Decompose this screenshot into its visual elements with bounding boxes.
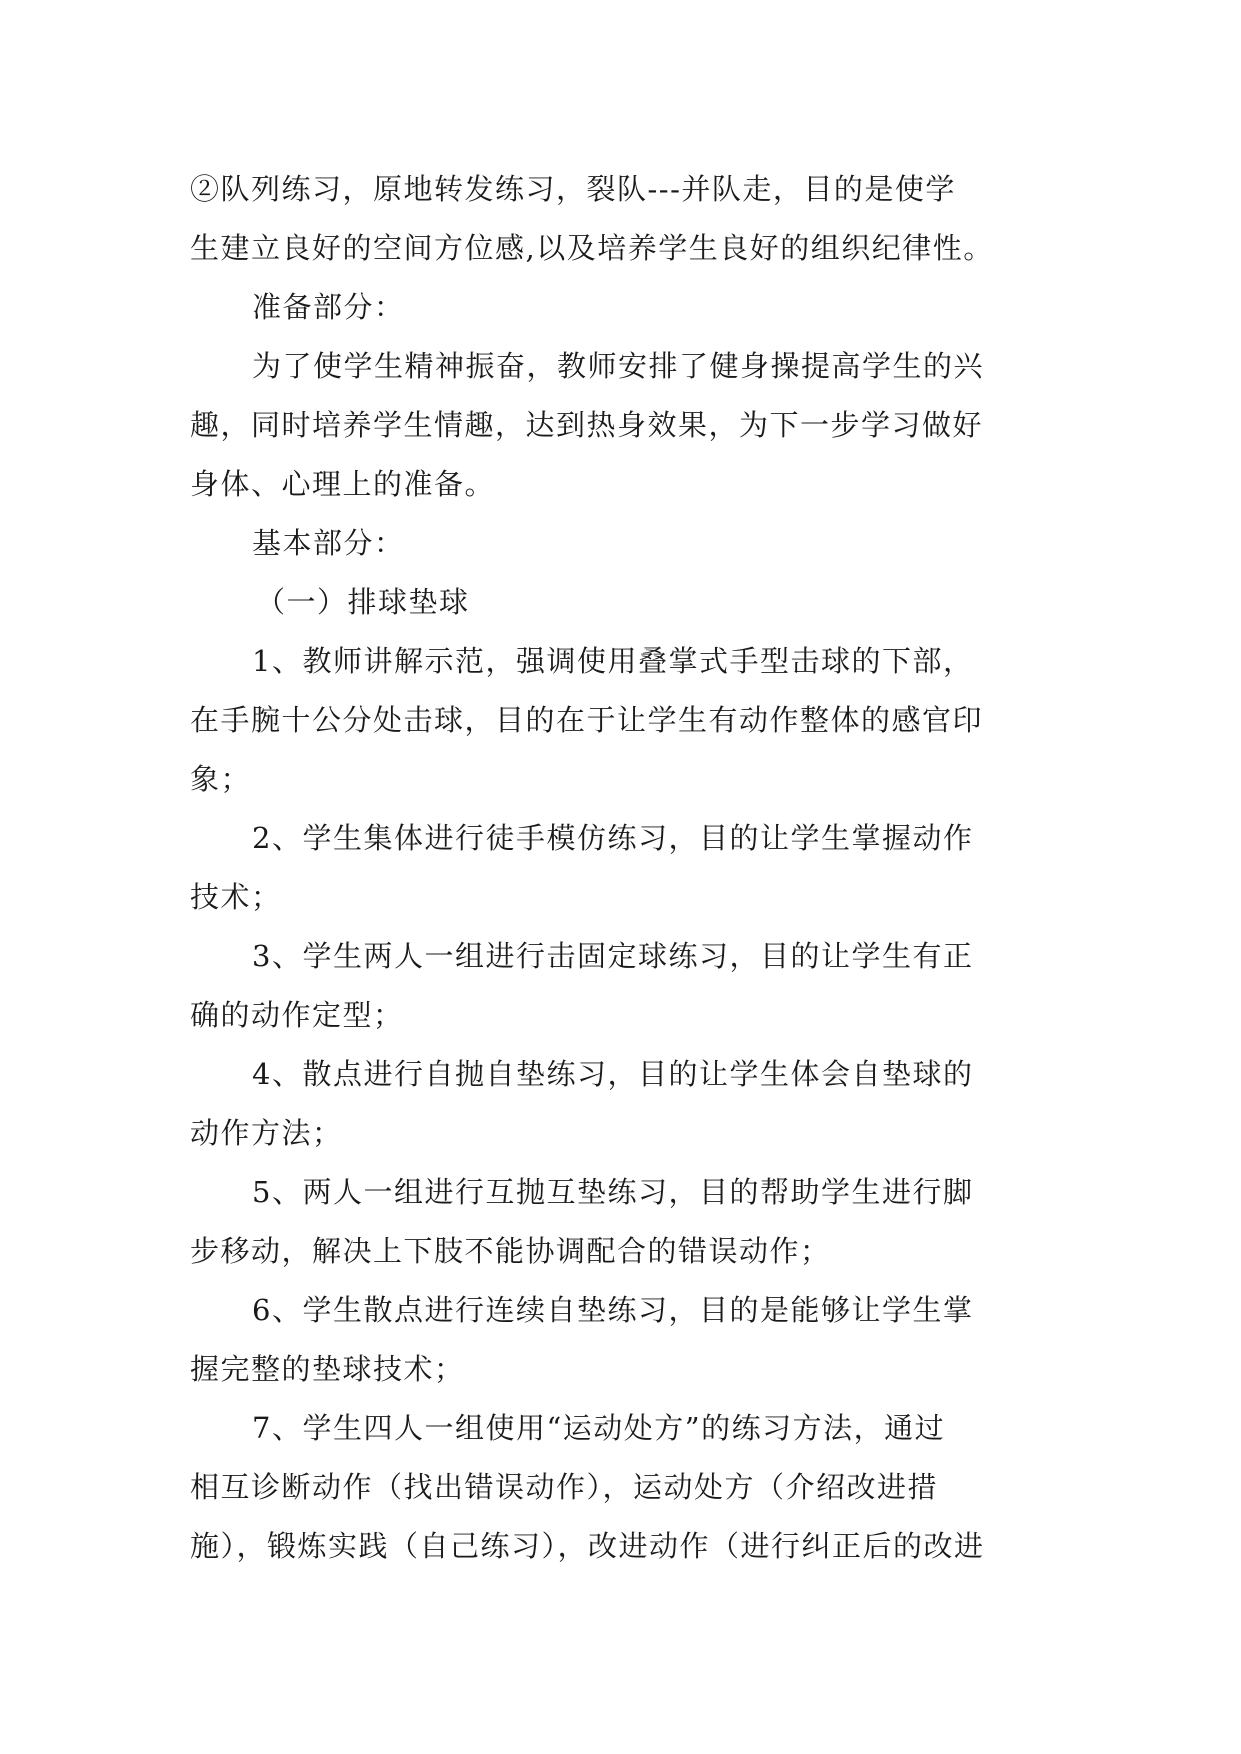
body-text [190, 160, 1050, 1576]
text-line: 为了使学生精神振奋，教师安排了健身操提高学生的兴 [252, 349, 985, 383]
text-line: 在手腕十公分处击球，目的在于让学生有动作整体的感官印 [190, 703, 984, 737]
list-item-7: 7、学生四人一组使用“运动处方”的练习方法，通过 [252, 1411, 946, 1445]
section-heading-basic: 基本部分： [252, 526, 405, 560]
list-item-6: 6、学生散点进行连续自垫练习，目的是能够让学生掌 [252, 1293, 974, 1327]
text-line: 象； [190, 762, 252, 796]
text-line: ②队列练习，原地转发练习，裂队---并队走，目的是使学 [190, 172, 956, 206]
text-line: 趣，同时培养学生情趣，达到热身效果，为下一步学习做好 [190, 408, 984, 442]
text-line: 确的动作定型； [190, 998, 404, 1032]
text-line: 生建立良好的空间方位感,以及培养学生良好的组织纪律性。 [190, 231, 994, 265]
section-heading-preparation: 准备部分： [252, 290, 405, 324]
list-item-3: 3、学生两人一组进行击固定球练习，目的让学生有正 [252, 939, 974, 973]
list-item-2: 2、学生集体进行徒手模仿练习，目的让学生掌握动作 [252, 821, 974, 855]
text-line: 施），锻炼实践（自己练习），改进动作（进行纠正后的改进 [190, 1529, 985, 1563]
text-line: 动作方法； [190, 1116, 343, 1150]
subsection-heading-volleyball: （一）排球垫球 [256, 585, 470, 619]
text-line: 相互诊断动作（找出错误动作），运动处方（介绍改进措 [190, 1470, 939, 1504]
list-item-5: 5、两人一组进行互抛互垫练习，目的帮助学生进行脚 [252, 1175, 974, 1209]
list-item-1: 1、教师讲解示范，强调使用叠掌式手型击球的下部， [252, 644, 974, 678]
text-line: 技术； [190, 880, 282, 914]
text-line: 握完整的垫球技术； [190, 1352, 465, 1386]
text-line: 步移动，解决上下肢不能协调配合的错误动作； [190, 1234, 831, 1268]
list-item-4: 4、散点进行自抛自垫练习，目的让学生体会自垫球的 [252, 1057, 974, 1091]
text-line: 身体、心理上的准备。 [190, 467, 496, 501]
